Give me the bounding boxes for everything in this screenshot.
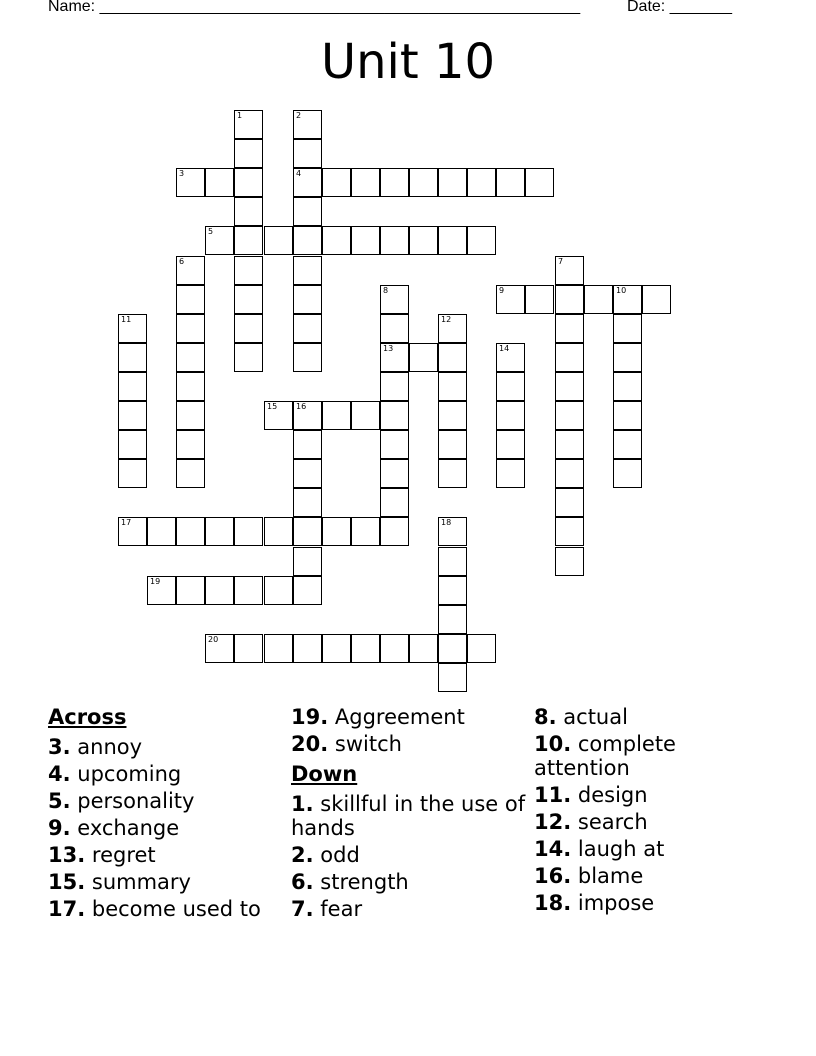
grid-cell[interactable] — [234, 285, 263, 314]
grid-cell[interactable] — [234, 110, 263, 139]
cell-number: 12 — [441, 315, 452, 324]
grid-cell[interactable] — [322, 517, 351, 546]
grid-cell[interactable] — [613, 285, 642, 314]
clue-text: become used to — [91, 897, 261, 921]
cell-number: 5 — [208, 227, 214, 236]
clue-text: strength — [320, 870, 409, 894]
clue-item — [534, 891, 774, 915]
clue-text: impose — [577, 891, 655, 915]
grid-cell[interactable] — [555, 547, 584, 576]
clue-number: 11. — [534, 783, 572, 807]
grid-cell[interactable] — [293, 576, 322, 605]
grid-cell[interactable] — [118, 459, 147, 488]
grid-cell[interactable] — [205, 576, 234, 605]
grid-cell[interactable] — [293, 285, 322, 314]
grid-cell[interactable] — [613, 372, 642, 401]
grid-cell[interactable] — [118, 343, 147, 372]
clue-item — [291, 897, 531, 921]
grid-cell[interactable] — [234, 139, 263, 168]
grid-cell[interactable] — [234, 197, 263, 226]
grid-cell[interactable] — [118, 517, 147, 546]
grid-cell[interactable] — [525, 168, 554, 197]
grid-cell[interactable] — [438, 576, 467, 605]
clue-number: 17. — [48, 897, 86, 921]
grid-cell[interactable] — [264, 226, 293, 255]
grid-cell[interactable] — [351, 168, 380, 197]
grid-cell[interactable] — [293, 110, 322, 139]
clue-item — [534, 864, 774, 888]
down-heading: Down — [291, 762, 358, 786]
grid-cell[interactable] — [234, 226, 263, 255]
grid-cell[interactable] — [176, 372, 205, 401]
grid-cell[interactable] — [118, 401, 147, 430]
clue-column-3 — [534, 702, 774, 918]
grid-cell[interactable] — [613, 459, 642, 488]
clue-item — [534, 837, 774, 861]
grid-cell[interactable] — [322, 634, 351, 663]
grid-cell[interactable] — [380, 314, 409, 343]
grid-cell[interactable] — [234, 314, 263, 343]
clue-item — [48, 843, 288, 867]
cell-number: 6 — [179, 257, 185, 266]
cell-number: 17 — [121, 518, 132, 527]
grid-cell[interactable] — [438, 430, 467, 459]
clue-text: annoy — [77, 735, 143, 759]
grid-cell[interactable] — [438, 168, 467, 197]
cell-number: 19 — [150, 577, 161, 586]
grid-cell[interactable] — [380, 168, 409, 197]
grid-cell[interactable] — [555, 285, 584, 314]
grid-cell[interactable] — [118, 430, 147, 459]
grid-cell[interactable] — [380, 285, 409, 314]
grid-cell[interactable] — [264, 634, 293, 663]
grid-cell[interactable] — [176, 459, 205, 488]
clue-item — [48, 789, 288, 813]
grid-cell[interactable] — [438, 547, 467, 576]
grid-cell[interactable] — [322, 226, 351, 255]
grid-cell[interactable] — [555, 430, 584, 459]
clue-text: laugh at — [577, 837, 665, 861]
grid-cell[interactable] — [293, 168, 322, 197]
grid-cell[interactable] — [555, 517, 584, 546]
grid-cell[interactable] — [496, 401, 525, 430]
clue-item — [534, 783, 774, 807]
clue-item — [291, 705, 531, 729]
grid-cell[interactable] — [118, 372, 147, 401]
grid-cell[interactable] — [555, 256, 584, 285]
clue-number: 18. — [534, 891, 572, 915]
grid-cell[interactable] — [438, 372, 467, 401]
grid-cell[interactable] — [438, 605, 467, 634]
grid-cell[interactable] — [264, 517, 293, 546]
clue-item — [48, 816, 288, 840]
grid-cell[interactable] — [147, 576, 176, 605]
clue-number: 5. — [48, 789, 71, 813]
grid-cell[interactable] — [380, 517, 409, 546]
grid-cell[interactable] — [351, 517, 380, 546]
grid-cell[interactable] — [613, 430, 642, 459]
grid-cell[interactable] — [293, 547, 322, 576]
clue-item — [534, 732, 774, 780]
grid-cell[interactable] — [176, 314, 205, 343]
grid-cell[interactable] — [555, 372, 584, 401]
grid-cell[interactable] — [496, 285, 525, 314]
clue-number: 9. — [48, 816, 71, 840]
cell-number: 7 — [558, 257, 564, 266]
clue-text: blame — [577, 864, 644, 888]
grid-cell[interactable] — [205, 226, 234, 255]
cell-number: 16 — [296, 402, 307, 411]
clue-number: 10. — [534, 732, 572, 756]
cell-number: 9 — [499, 286, 505, 295]
clue-item — [48, 897, 288, 921]
grid-cell[interactable] — [176, 576, 205, 605]
cell-number: 2 — [296, 111, 302, 120]
clue-text: Aggreement — [334, 705, 465, 729]
cell-number: 1 — [237, 111, 243, 120]
grid-cell[interactable] — [264, 576, 293, 605]
clue-item — [291, 792, 531, 840]
clue-column-1 — [48, 702, 288, 924]
clue-item — [48, 762, 288, 786]
clue-number: 3. — [48, 735, 71, 759]
grid-cell[interactable] — [642, 285, 671, 314]
grid-cell[interactable] — [467, 168, 496, 197]
clue-text: switch — [334, 732, 402, 756]
grid-cell[interactable] — [467, 634, 496, 663]
grid-cell[interactable] — [496, 372, 525, 401]
grid-cell[interactable] — [555, 401, 584, 430]
grid-cell[interactable] — [380, 226, 409, 255]
grid-cell[interactable] — [176, 343, 205, 372]
grid-cell[interactable] — [176, 430, 205, 459]
grid-cell[interactable] — [438, 401, 467, 430]
grid-cell[interactable] — [380, 459, 409, 488]
grid-cell[interactable] — [380, 430, 409, 459]
grid-cell[interactable] — [555, 488, 584, 517]
grid-cell[interactable] — [264, 401, 293, 430]
grid-cell[interactable] — [613, 401, 642, 430]
clue-number: 19. — [291, 705, 329, 729]
grid-cell[interactable] — [496, 168, 525, 197]
grid-cell[interactable] — [584, 285, 613, 314]
clue-text: complete attention — [534, 732, 676, 780]
grid-cell[interactable] — [380, 634, 409, 663]
page-title: Unit 10 — [320, 34, 496, 90]
grid-cell[interactable] — [293, 401, 322, 430]
clue-number: 16. — [534, 864, 572, 888]
grid-cell[interactable] — [176, 285, 205, 314]
cell-number: 3 — [179, 169, 185, 178]
grid-cell[interactable] — [176, 401, 205, 430]
clue-text: search — [577, 810, 648, 834]
grid-cell[interactable] — [176, 517, 205, 546]
grid-cell[interactable] — [293, 314, 322, 343]
grid-cell[interactable] — [293, 256, 322, 285]
grid-cell[interactable] — [205, 517, 234, 546]
grid-cell[interactable] — [555, 459, 584, 488]
grid-cell[interactable] — [351, 634, 380, 663]
grid-cell[interactable] — [293, 517, 322, 546]
clue-text: personality — [77, 789, 195, 813]
grid-cell[interactable] — [438, 314, 467, 343]
grid-cell[interactable] — [409, 226, 438, 255]
grid-cell[interactable] — [380, 343, 409, 372]
clue-text: design — [577, 783, 648, 807]
grid-cell[interactable] — [118, 314, 147, 343]
clue-item — [291, 843, 531, 867]
grid-cell[interactable] — [438, 634, 467, 663]
clue-item — [48, 870, 288, 894]
grid-cell[interactable] — [555, 314, 584, 343]
grid-cell[interactable] — [234, 576, 263, 605]
clue-number: 14. — [534, 837, 572, 861]
grid-cell[interactable] — [234, 256, 263, 285]
clue-item — [291, 732, 531, 756]
clue-text: fear — [320, 897, 363, 921]
clue-text: skillful in the use of hands — [291, 792, 526, 840]
clue-text: regret — [91, 843, 156, 867]
grid-cell[interactable] — [409, 634, 438, 663]
grid-cell[interactable] — [293, 226, 322, 255]
clue-item — [534, 705, 774, 729]
clue-item — [291, 870, 531, 894]
clue-number: 1. — [291, 792, 314, 816]
grid-cell[interactable] — [496, 430, 525, 459]
grid-cell[interactable] — [613, 343, 642, 372]
cell-number: 20 — [208, 635, 219, 644]
clue-text: exchange — [77, 816, 180, 840]
grid-cell[interactable] — [234, 168, 263, 197]
grid-cell[interactable] — [293, 634, 322, 663]
grid-cell[interactable] — [147, 517, 176, 546]
grid-cell[interactable] — [234, 517, 263, 546]
grid-cell[interactable] — [293, 488, 322, 517]
clue-number: 4. — [48, 762, 71, 786]
clue-number: 20. — [291, 732, 329, 756]
clue-text: upcoming — [77, 762, 182, 786]
grid-cell[interactable] — [555, 343, 584, 372]
clue-number: 8. — [534, 705, 557, 729]
grid-cell[interactable] — [380, 372, 409, 401]
grid-cell[interactable] — [351, 226, 380, 255]
grid-cell[interactable] — [234, 343, 263, 372]
clue-number: 15. — [48, 870, 86, 894]
grid-cell[interactable] — [438, 517, 467, 546]
grid-cell[interactable] — [322, 401, 351, 430]
grid-cell[interactable] — [380, 488, 409, 517]
grid-cell[interactable] — [496, 343, 525, 372]
clue-item — [534, 810, 774, 834]
grid-cell[interactable] — [205, 634, 234, 663]
name-field-label: Name: ______________________________________________________ — [48, 0, 581, 15]
cell-number: 18 — [441, 518, 452, 527]
grid-cell[interactable] — [234, 634, 263, 663]
grid-cell[interactable] — [613, 314, 642, 343]
grid-cell[interactable] — [322, 168, 351, 197]
clue-text: odd — [320, 843, 360, 867]
clue-number: 2. — [291, 843, 314, 867]
grid-cell[interactable] — [351, 401, 380, 430]
grid-cell[interactable] — [205, 168, 234, 197]
grid-cell[interactable] — [176, 168, 205, 197]
cell-number: 8 — [383, 286, 389, 295]
grid-cell[interactable] — [467, 226, 496, 255]
grid-cell[interactable] — [438, 226, 467, 255]
grid-cell[interactable] — [176, 256, 205, 285]
grid-cell[interactable] — [438, 459, 467, 488]
grid-cell[interactable] — [525, 285, 554, 314]
grid-cell[interactable] — [380, 401, 409, 430]
grid-cell[interactable] — [409, 168, 438, 197]
grid-cell[interactable] — [496, 459, 525, 488]
grid-cell[interactable] — [293, 459, 322, 488]
clue-text: summary — [91, 870, 191, 894]
clue-column-2 — [291, 702, 531, 924]
grid-cell[interactable] — [293, 197, 322, 226]
grid-cell[interactable] — [438, 343, 467, 372]
cell-number: 14 — [499, 344, 510, 353]
cell-number: 11 — [121, 315, 132, 324]
clue-text: actual — [563, 705, 628, 729]
clue-number: 12. — [534, 810, 572, 834]
cell-number: 15 — [267, 402, 278, 411]
cell-number: 4 — [296, 169, 302, 178]
clue-number: 7. — [291, 897, 314, 921]
clue-number: 13. — [48, 843, 86, 867]
cell-number: 13 — [383, 344, 394, 353]
clue-number: 6. — [291, 870, 314, 894]
date-field-label: Date: _______ — [627, 0, 732, 15]
grid-cell[interactable] — [293, 343, 322, 372]
across-heading: Across — [48, 705, 127, 729]
clue-item — [48, 735, 288, 759]
grid-cell[interactable] — [409, 343, 438, 372]
grid-cell[interactable] — [438, 663, 467, 692]
cell-number: 10 — [616, 286, 627, 295]
grid-cell[interactable] — [293, 430, 322, 459]
grid-cell[interactable] — [293, 139, 322, 168]
